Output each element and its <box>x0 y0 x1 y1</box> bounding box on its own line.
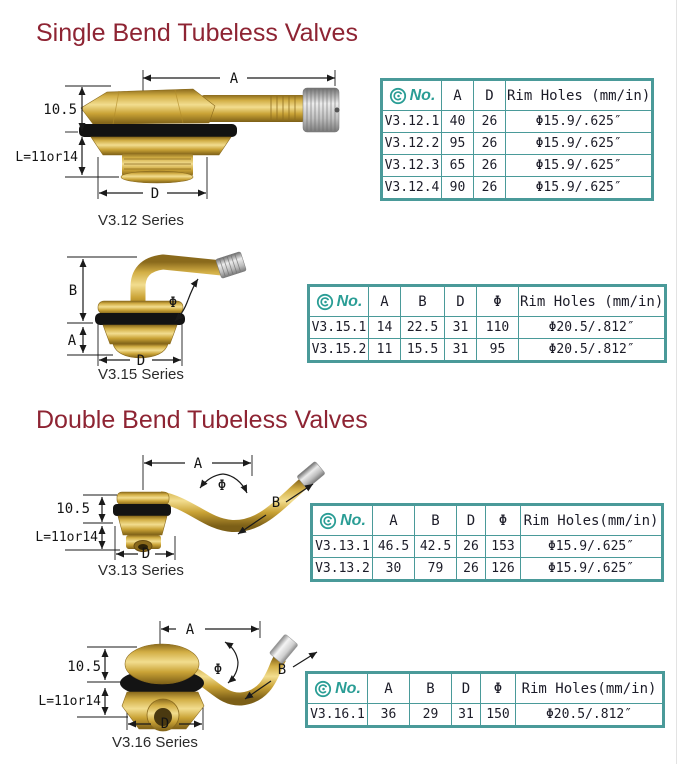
col-header-rim-holes: Rim Holes (mm/in) <box>519 286 666 317</box>
cell-d: 26 <box>457 558 486 581</box>
dim-label-phi: Φ <box>213 662 223 678</box>
table-row <box>382 111 653 133</box>
cell-model: V3.12.3 <box>382 155 442 177</box>
cell-rim: Φ15.9/.625″ <box>506 155 653 177</box>
col-header-b: B <box>415 505 457 536</box>
cell-b: 42.5 <box>415 536 457 558</box>
table-header-row <box>312 505 663 536</box>
cell-d: 31 <box>445 339 477 362</box>
dim-label-a: A <box>229 71 239 87</box>
cell-phi: 126 <box>486 558 521 581</box>
cell-rim: Φ15.9/.625″ <box>506 133 653 155</box>
dim-label-b: B <box>271 495 281 511</box>
dim-label-d: D <box>141 546 151 562</box>
cell-a: 95 <box>442 133 474 155</box>
dim-label-phi: Φ <box>168 295 178 311</box>
cell-rim: Φ15.9/.625″ <box>506 177 653 200</box>
no-header-label: No. <box>336 292 363 310</box>
col-header-a: A <box>442 80 474 111</box>
cell-phi: 95 <box>477 339 519 362</box>
cell-model: V3.15.1 <box>309 317 369 339</box>
cell-a: 11 <box>369 339 401 362</box>
cell-b: 15.5 <box>401 339 445 362</box>
cell-rim: Φ15.9/.625″ <box>521 558 663 581</box>
cell-model: V3.12.4 <box>382 177 442 200</box>
brand-logo-icon <box>316 293 334 311</box>
col-header-b: B <box>401 286 445 317</box>
series-label-v315: V3.15 Series <box>98 366 184 383</box>
cell-d: 31 <box>445 317 477 339</box>
dim-label-b: B <box>277 662 287 678</box>
cell-d: 26 <box>474 155 506 177</box>
cell-rim: Φ20.5/.812″ <box>519 317 666 339</box>
cell-d: 26 <box>457 536 486 558</box>
table-header-row <box>309 286 666 317</box>
cell-a: 40 <box>442 111 474 133</box>
dim-label-height: 10.5 <box>67 659 101 675</box>
cell-rim: Φ20.5/.812″ <box>516 704 664 727</box>
col-header-a: A <box>369 286 401 317</box>
dim-label-a: A <box>67 333 77 349</box>
cell-b: 22.5 <box>401 317 445 339</box>
col-header-phi: Φ <box>477 286 519 317</box>
dim-label-a: A <box>193 456 203 472</box>
dim-label-d: D <box>136 353 146 369</box>
col-header-d: D <box>445 286 477 317</box>
cell-b: 79 <box>415 558 457 581</box>
dim-label-length: L=11or14 <box>35 530 98 545</box>
col-header-rim-holes: Rim Holes(mm/in) <box>521 505 663 536</box>
col-header-d: D <box>457 505 486 536</box>
dim-label-d: D <box>150 186 160 202</box>
brand-logo-icon <box>389 87 407 105</box>
spec-table-v313 <box>310 503 664 582</box>
spec-table-v315 <box>307 284 667 363</box>
cell-a: 65 <box>442 155 474 177</box>
col-header-rim-holes: Rim Holes (mm/in) <box>506 80 653 111</box>
cell-a: 90 <box>442 177 474 200</box>
section-heading-double-bend: Double Bend Tubeless Valves <box>36 406 368 434</box>
table-row <box>309 339 666 362</box>
dim-label-a: A <box>185 622 195 638</box>
cell-rim: Φ15.9/.625″ <box>506 111 653 133</box>
cell-phi: 153 <box>486 536 521 558</box>
cell-a: 30 <box>373 558 415 581</box>
col-header-a: A <box>368 673 410 704</box>
valve-body <box>120 634 298 731</box>
cell-model: V3.12.1 <box>382 111 442 133</box>
no-header-cell <box>309 286 369 317</box>
table-row <box>312 536 663 558</box>
table-row <box>382 133 653 155</box>
brand-logo-icon <box>314 680 332 698</box>
series-label-v312: V3.12 Series <box>98 212 184 229</box>
cell-model: V3.15.2 <box>309 339 369 362</box>
cell-a: 14 <box>369 317 401 339</box>
cell-model: V3.12.2 <box>382 133 442 155</box>
cell-phi: 150 <box>481 704 516 727</box>
series-label-v313: V3.13 Series <box>98 562 184 579</box>
no-header-label: No. <box>409 86 436 104</box>
table-header-row <box>307 673 664 704</box>
dim-label-length: L=11or14 <box>38 694 101 709</box>
dim-label-length: L=11or14 <box>15 150 78 165</box>
valve-cap <box>216 251 247 278</box>
col-header-phi: Φ <box>481 673 516 704</box>
no-header-label: No. <box>335 679 361 697</box>
cell-b: 29 <box>410 704 452 727</box>
table-row <box>382 177 653 200</box>
no-header-cell <box>312 505 373 536</box>
cell-rim: Φ15.9/.625″ <box>521 536 663 558</box>
series-label-v316: V3.16 Series <box>112 734 198 751</box>
spec-table-v316 <box>305 671 665 728</box>
page-edge-line <box>676 0 677 764</box>
no-header-cell <box>382 80 442 111</box>
table-row <box>312 558 663 581</box>
cell-a: 46.5 <box>373 536 415 558</box>
cell-model: V3.13.2 <box>312 558 373 581</box>
dim-label-b: B <box>68 283 78 299</box>
table-row <box>307 704 664 727</box>
cell-a: 36 <box>368 704 410 727</box>
col-header-d: D <box>474 80 506 111</box>
valve-cap <box>303 88 339 132</box>
dim-label-phi: Φ <box>217 478 227 494</box>
spec-table-v312 <box>380 78 654 201</box>
cell-d: 26 <box>474 111 506 133</box>
cell-d: 26 <box>474 177 506 200</box>
no-header-label: No. <box>340 511 366 529</box>
cell-d: 31 <box>452 704 481 727</box>
brand-logo-icon <box>319 512 337 530</box>
rubber-grommet <box>95 313 185 325</box>
col-header-a: A <box>373 505 415 536</box>
cell-phi: 110 <box>477 317 519 339</box>
cell-model: V3.16.1 <box>307 704 368 727</box>
dim-label-height: 10.5 <box>43 102 77 118</box>
col-header-rim-holes: Rim Holes(mm/in) <box>516 673 664 704</box>
col-header-d: D <box>452 673 481 704</box>
section-heading-single-bend: Single Bend Tubeless Valves <box>36 19 358 47</box>
rubber-grommet <box>79 124 237 137</box>
table-row <box>382 155 653 177</box>
col-header-phi: Φ <box>486 505 521 536</box>
col-header-b: B <box>410 673 452 704</box>
table-row <box>309 317 666 339</box>
valve-body <box>79 88 340 183</box>
cell-model: V3.13.1 <box>312 536 373 558</box>
cell-rim: Φ20.5/.812″ <box>519 339 666 362</box>
rubber-grommet <box>113 504 171 516</box>
dim-label-height: 10.5 <box>56 501 90 517</box>
dim-label-d: D <box>160 716 170 732</box>
cell-d: 26 <box>474 133 506 155</box>
table-header-row <box>382 80 653 111</box>
valve-illustration-v312 <box>15 60 360 210</box>
no-header-cell <box>307 673 368 704</box>
